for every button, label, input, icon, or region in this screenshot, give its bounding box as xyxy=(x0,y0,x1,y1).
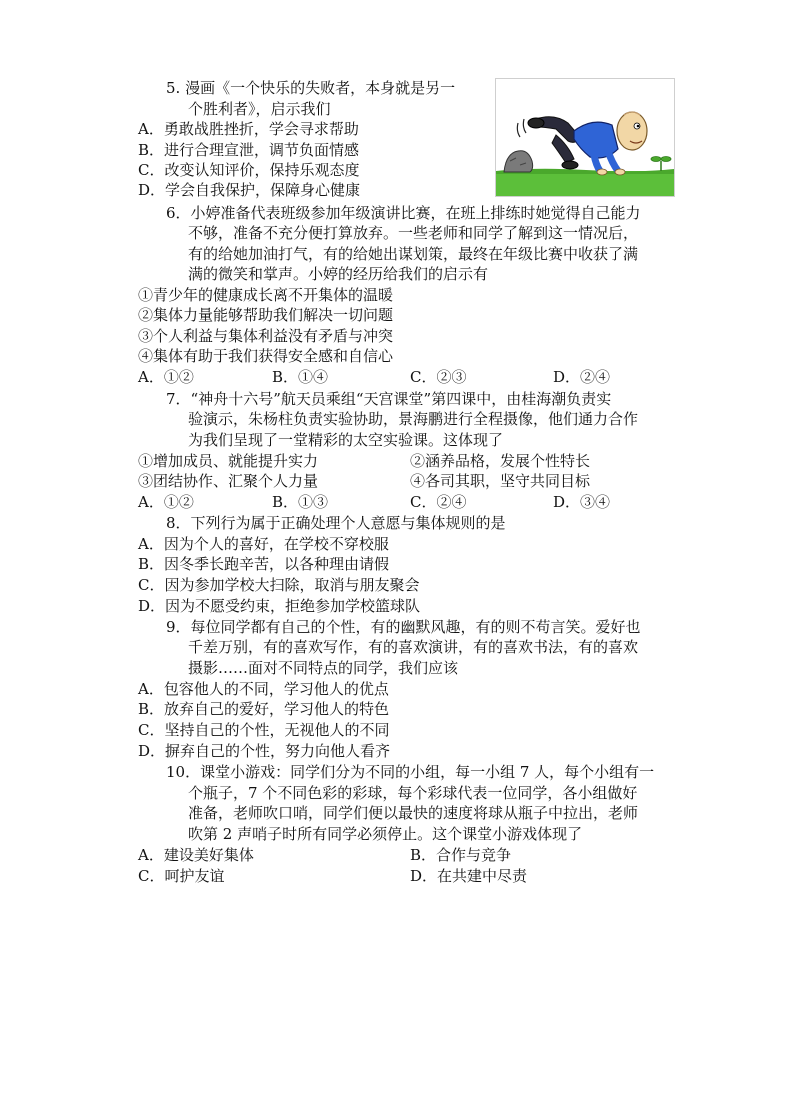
q9-stem-line-2: 千差万别，有的喜欢写作，有的喜欢演讲，有的喜欢书法，有的喜欢 xyxy=(188,638,639,656)
q8-option-c: C．因为参加学校大扫除，取消与朋友聚会 xyxy=(138,576,420,594)
q9-option-a: A．包容他人的不同，学习他人的优点 xyxy=(138,680,389,698)
q8-stem-line-1: 8．下列行为属于正确处理个人意愿与集体规则的是 xyxy=(166,514,506,532)
q9-option-b: B．放弃自己的爱好，学习他人的特色 xyxy=(138,700,390,718)
q7-stem-line-2: 验演示，朱杨柱负责实验协助，景海鹏进行全程摄像，他们通力合作 xyxy=(188,410,639,428)
q7-stem-line-1: 7．“神舟十六号”航天员乘组“天宫课堂”第四课中，由桂海潮负责实 xyxy=(166,390,612,408)
q9-stem-line-3: 摄影……面对不同特点的同学，我们应该 xyxy=(188,659,459,677)
q7-option-d: D．③④ xyxy=(553,493,611,511)
q6-stem-line-2: 不够，准备不充分便打算放弃。一些老师和同学了解到这一情况后， xyxy=(188,224,639,242)
q7-option-a: A．①② xyxy=(138,493,194,511)
q9-option-c: C．坚持自己的个性，无视他人的不同 xyxy=(138,721,390,739)
q6-item-1: ①青少年的健康成长离不开集体的温暖 xyxy=(138,286,394,304)
q6-stem-line-3: 有的给她加油打气，有的给她出谋划策，最终在年级比赛中收获了满 xyxy=(188,245,639,263)
q10-stem-line-3: 准备，老师吹口哨，同学们便以最快的速度将球从瓶子中拉出，老师 xyxy=(188,804,639,822)
q6-item-2: ②集体力量能够帮助我们解决一切问题 xyxy=(138,306,394,324)
q8-option-d: D．因为不愿受约束，拒绝参加学校篮球队 xyxy=(138,597,421,615)
q7-item-1: ①增加成员、就能提升实力 xyxy=(138,452,319,470)
q6-stem-line-4: 满的微笑和掌声。小婷的经历给我们的启示有 xyxy=(188,265,489,283)
q5-option-d: D．学会自我保护，保障身心健康 xyxy=(138,181,361,199)
q10-stem-line-1: 10．课堂小游戏：同学们分为不同的小组，每一小组 7 人，每个小组有一 xyxy=(166,763,655,781)
q5-option-b: B．进行合理宣泄，调节负面情感 xyxy=(138,141,360,159)
q6-item-4: ④集体有助于我们获得安全感和自信心 xyxy=(138,347,394,365)
q5-stem-line-1: 5. 漫画《一个快乐的失败者，本身就是另一 xyxy=(166,79,456,97)
q7-stem-line-3: 为我们呈现了一堂精彩的太空实验课。这体现了 xyxy=(188,431,504,449)
q6-option-d: D．②④ xyxy=(553,368,611,386)
q10-option-b: B．合作与竞争 xyxy=(410,846,512,864)
q10-option-d: D．在共建中尽责 xyxy=(410,867,528,885)
q10-stem-line-2: 个瓶子，7 个不同色彩的彩球，每个彩球代表一位同学，各小组做好 xyxy=(188,784,638,802)
q7-item-4: ④各司其职，坚守共同目标 xyxy=(410,472,591,490)
q6-stem-line-1: 6．小婷准备代表班级参加年级演讲比赛，在班上排练时她觉得自己能力 xyxy=(166,204,641,222)
cartoon-illustration xyxy=(495,78,675,197)
q7-item-3: ③团结协作、汇聚个人力量 xyxy=(138,472,319,490)
q5-stem-line-2: 个胜利者》，启示我们 xyxy=(188,100,331,118)
q6-item-3: ③个人利益与集体利益没有矛盾与冲突 xyxy=(138,327,394,345)
q7-option-b: B．①③ xyxy=(272,493,329,511)
q5-option-a: A．勇敢战胜挫折，学会寻求帮助 xyxy=(138,120,359,138)
q6-option-b: B．①④ xyxy=(272,368,329,386)
q6-option-c: C．②③ xyxy=(410,368,467,386)
q5-option-c: C．改变认知评价，保持乐观态度 xyxy=(138,161,360,179)
q7-item-2: ②涵养品格，发展个性特长 xyxy=(410,452,591,470)
q10-option-a: A．建设美好集体 xyxy=(138,846,254,864)
q8-option-a: A．因为个人的喜好，在学校不穿校服 xyxy=(138,535,389,553)
q7-option-c: C．②④ xyxy=(410,493,467,511)
q6-option-a: A．①② xyxy=(138,368,194,386)
q8-option-b: B．因冬季长跑辛苦，以各种理由请假 xyxy=(138,555,390,573)
q10-option-c: C．呵护友谊 xyxy=(138,867,225,885)
q9-stem-line-1: 9．每位同学都有自己的个性，有的幽默风趣，有的则不苟言笑。爱好也 xyxy=(166,618,641,636)
q9-option-d: D．摒弃自己的个性，努力向他人看齐 xyxy=(138,742,391,760)
q10-stem-line-4: 吹第 2 声哨子时所有同学必须停止。这个课堂小游戏体现了 xyxy=(188,825,583,843)
